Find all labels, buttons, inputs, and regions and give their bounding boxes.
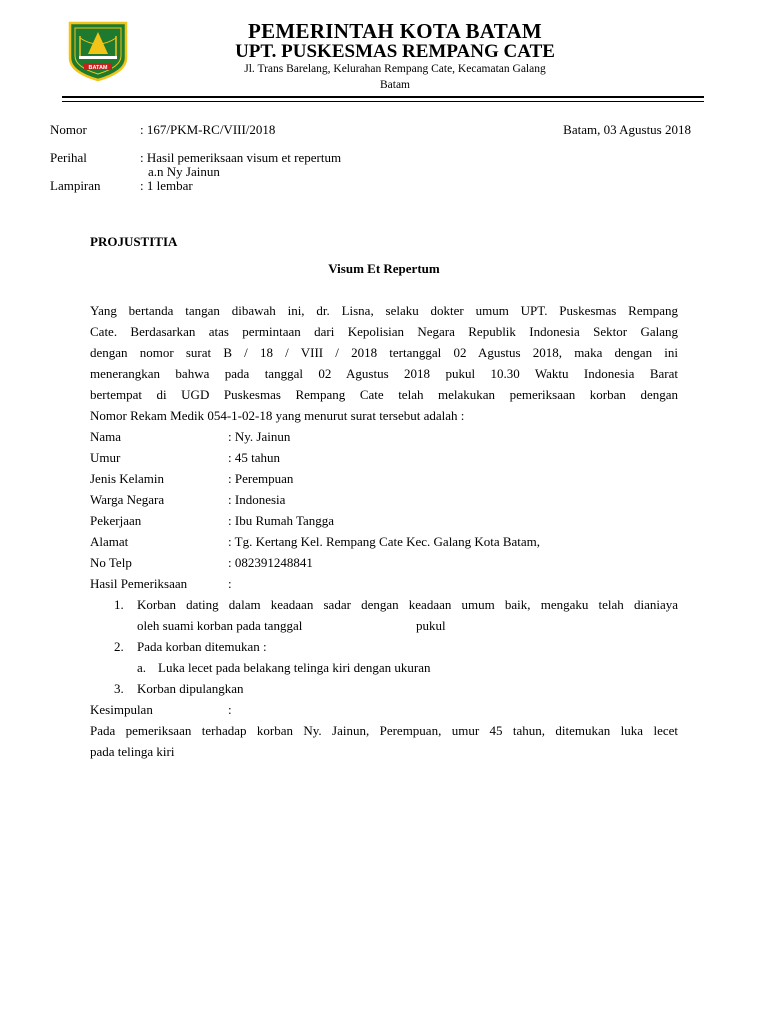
item-text-3: Korban dipulangkan	[137, 681, 244, 696]
letter-date: Batam, 03 Agustus 2018	[563, 122, 691, 137]
identity-value: : 45 tahun	[228, 450, 280, 465]
address-line-2: Batam	[379, 78, 411, 91]
identity-value: : Ibu Rumah Tangga	[228, 513, 335, 528]
lampiran-label: Lampiran	[50, 178, 101, 193]
emblem-text: BATAM	[88, 65, 108, 71]
header-institution: UPT. PUSKESMAS REMPANG CATE	[235, 41, 555, 62]
identity-label: No Telp	[90, 555, 132, 570]
identity-row-nama	[90, 426, 290, 447]
kesimpulan-row	[90, 699, 232, 720]
header-address	[160, 62, 630, 93]
kesimpulan-line-1: Pada pemeriksaan terhadap korban Ny. Jainun, Perempuan, umur 45 tahun, ditemukan luka lecet	[90, 723, 678, 738]
nomor-label: Nomor	[50, 122, 87, 137]
identity-label: Nama	[90, 429, 122, 444]
batam-city-emblem	[66, 20, 130, 82]
intro-line-6: Nomor Rekam Medik 054-1-02-18 yang menurut surat tersebut adalah :	[90, 408, 465, 423]
hasil-colon: :	[228, 576, 232, 591]
identity-label: Jenis Kelamin	[90, 471, 165, 486]
intro-line-3: dengan nomor surat B / 18 / VIII / 2018 tertanggal 02 Agustus 2018, maka dengan ini	[90, 345, 678, 360]
hasil-pemeriksaan-row	[90, 573, 232, 594]
intro-line-5: bertempat di UGD Puskesmas Rempang Cate telah melakukan pemeriksaan korban dengan	[90, 387, 678, 402]
intro-line-2: Cate. Berdasarkan atas permintaan dari Kepolisian Negara Republik Indonesia Sektor Galang	[90, 324, 678, 339]
perihal-label: Perihal	[50, 150, 87, 165]
perihal-value: : Hasil pemeriksaan visum et repertum	[140, 150, 342, 165]
sub-item-text-a: Luka lecet pada belakang telinga kiri dengan ukuran	[158, 660, 431, 675]
header-rule-thin	[62, 101, 704, 102]
identity-label: Alamat	[90, 534, 129, 549]
hasil-label: Hasil Pemeriksaan	[90, 576, 188, 591]
lampiran-value: : 1 lembar	[140, 178, 193, 193]
identity-row-alamat	[90, 531, 540, 552]
identity-row-jenis-kelamin	[90, 468, 293, 489]
identity-label: Pekerjaan	[90, 513, 142, 528]
kesimpulan-paragraph	[90, 720, 678, 762]
item-number-1: 1.	[114, 597, 124, 612]
address-line-1: Jl. Trans Barelang, Kelurahan Rempang Cate, Kecamatan Galang	[244, 63, 546, 75]
identity-label: Umur	[90, 450, 121, 465]
kesimpulan-line-2: pada telinga kiri	[90, 744, 175, 759]
identity-row-umur	[90, 447, 280, 468]
intro-paragraph	[90, 300, 678, 426]
intro-line-1: Yang bertanda tangan dibawah ini, dr. Lisna, selaku dokter umum UPT. Puskesmas Rempang	[90, 303, 678, 318]
intro-line-4: menerangkan bahwa pada tanggal 02 Agustus 2018 pukul 10.30 Waktu Indonesia Barat	[90, 366, 678, 381]
nomor-value: : 167/PKM-RC/VIII/2018	[140, 122, 276, 137]
identity-row-warga-negara	[90, 489, 285, 510]
item-text-1-line2b: pukul	[416, 618, 446, 633]
identity-value: : 082391248841	[228, 555, 313, 570]
projustitia-heading: PROJUSTITIA	[90, 234, 178, 249]
identity-value: : Tg. Kertang Kel. Rempang Cate Kec. Galang Kota Batam,	[228, 534, 541, 549]
header-rule-thick	[62, 96, 704, 98]
document-title: Visum Et Repertum	[328, 261, 440, 276]
identity-value: : Ny. Jainun	[228, 429, 291, 444]
identity-value: : Perempuan	[228, 471, 294, 486]
identity-value: : Indonesia	[228, 492, 286, 507]
item-number-2: 2.	[114, 639, 124, 654]
item-text-1-line2a: oleh suami korban pada tanggal	[137, 618, 303, 633]
identity-row-no-telp	[90, 552, 313, 573]
kesimpulan-label: Kesimpulan	[90, 702, 153, 717]
identity-row-pekerjaan	[90, 510, 334, 531]
header-government: PEMERINTAH KOTA BATAM	[247, 19, 543, 43]
sub-item-letter-a: a.	[137, 660, 147, 675]
kesimpulan-colon: :	[228, 702, 232, 717]
identity-label: Warga Negara	[90, 492, 165, 507]
item-number-3: 3.	[114, 681, 124, 696]
perihal-value-line2: a.n Ny Jainun	[148, 164, 220, 179]
item-text-1-line1: Korban dating dalam keadaan sadar dengan keadaan umum baik, mengaku telah dianiaya	[137, 597, 678, 612]
item-text-2: Pada korban ditemukan :	[137, 639, 267, 654]
